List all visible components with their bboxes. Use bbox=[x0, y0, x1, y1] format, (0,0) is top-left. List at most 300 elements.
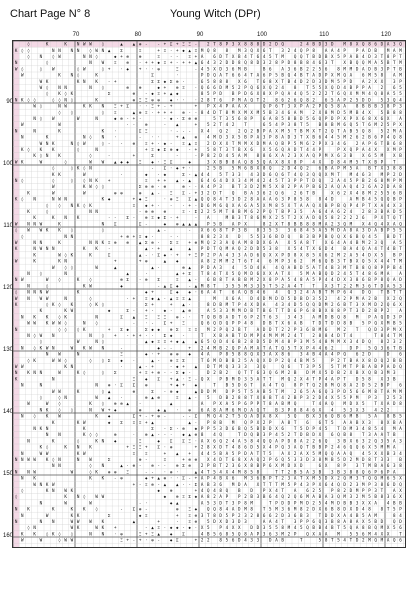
stitch-symbol: Σ bbox=[132, 506, 136, 512]
stitch-symbol: ◊ bbox=[101, 41, 105, 47]
stitch-symbol: 4 bbox=[281, 395, 284, 400]
stitch-symbol: M bbox=[331, 339, 334, 345]
stitch-symbol: Q bbox=[337, 382, 340, 388]
stitch-symbol: ⊕ bbox=[145, 184, 148, 190]
stitch-symbol: K bbox=[64, 314, 67, 320]
stitch-symbol: - bbox=[107, 140, 111, 146]
stitch-symbol: - bbox=[163, 426, 167, 431]
stitch-symbol: 8 bbox=[269, 78, 272, 84]
stitch-symbol: ◆ bbox=[151, 339, 154, 345]
stitch-symbol: X bbox=[300, 252, 303, 258]
stitch-symbol: 8 bbox=[207, 494, 210, 500]
stitch-symbol: ⊕ bbox=[145, 382, 148, 388]
stitch-symbol: A bbox=[275, 537, 278, 543]
stitch-symbol: 5 bbox=[250, 469, 253, 475]
stitch-symbol: T bbox=[269, 47, 272, 53]
stitch-symbol: 4 bbox=[281, 109, 284, 115]
stitch-symbol: B bbox=[337, 413, 340, 419]
stitch-symbol: ◊ bbox=[89, 153, 92, 159]
stitch-symbol: 8 bbox=[337, 308, 340, 314]
stitch-symbol: M bbox=[349, 171, 353, 177]
stitch-symbol: ◊ bbox=[64, 326, 67, 332]
stitch-symbol: W bbox=[89, 519, 92, 524]
stitch-symbol: ◆ bbox=[145, 376, 148, 382]
stitch-symbol: B bbox=[300, 233, 303, 239]
stitch-symbol: P bbox=[281, 122, 284, 128]
stitch-symbol: D bbox=[238, 382, 241, 388]
stitch-symbol: X bbox=[262, 271, 266, 276]
stitch-symbol: D bbox=[225, 426, 229, 431]
stitch-symbol: 8 bbox=[250, 438, 253, 444]
stitch-symbol: K bbox=[33, 153, 36, 159]
stitch-symbol: 5 bbox=[362, 401, 365, 407]
stitch-symbol: N bbox=[21, 512, 24, 518]
stitch-symbol: T bbox=[200, 357, 204, 363]
stitch-symbol: Ξ bbox=[132, 376, 136, 382]
stitch-symbol: 5 bbox=[337, 54, 340, 59]
stitch-symbol: T bbox=[362, 475, 365, 481]
stitch-symbol: 6 bbox=[318, 419, 322, 425]
stitch-symbol: K bbox=[89, 252, 92, 258]
stitch-symbol: ◆ bbox=[145, 289, 148, 295]
stitch-symbol: N bbox=[21, 314, 24, 320]
stitch-symbol: ▲ bbox=[126, 401, 129, 407]
stitch-symbol: A bbox=[275, 401, 278, 407]
stitch-symbol: B bbox=[300, 128, 303, 134]
stitch-symbol: · bbox=[126, 295, 129, 301]
stitch-symbol: 3 bbox=[393, 314, 396, 320]
stitch-symbol: ⊕ bbox=[194, 457, 198, 462]
stitch-symbol: 2 bbox=[380, 122, 384, 128]
stitch-symbol: ◆ bbox=[169, 116, 173, 121]
stitch-symbol: 6 bbox=[269, 314, 272, 320]
stitch-symbol: - bbox=[145, 364, 148, 369]
stitch-symbol: 4 bbox=[300, 246, 303, 252]
stitch-symbol: Q bbox=[374, 537, 377, 543]
stitch-symbol: A bbox=[318, 227, 322, 233]
stitch-symbol: 8 bbox=[399, 184, 402, 190]
stitch-symbol: T bbox=[275, 308, 278, 314]
stitch-symbol: 5 bbox=[331, 97, 334, 103]
stitch-symbol: B bbox=[281, 72, 284, 78]
stitch-symbol: A bbox=[324, 351, 328, 357]
stitch-symbol: T bbox=[225, 196, 229, 202]
stitch-symbol: ◆ bbox=[157, 438, 160, 444]
stitch-symbol: 3 bbox=[386, 494, 390, 500]
stitch-symbol: - bbox=[182, 178, 185, 183]
stitch-symbol: B bbox=[306, 413, 309, 419]
stitch-symbol: 5 bbox=[312, 277, 315, 283]
stitch-symbol: M bbox=[337, 326, 340, 332]
stitch-symbol: T bbox=[300, 364, 303, 369]
stitch-symbol: Q bbox=[368, 326, 371, 332]
stitch-symbol: P bbox=[380, 134, 384, 140]
stitch-symbol: T bbox=[256, 97, 260, 103]
stitch-grid-canvas bbox=[13, 41, 406, 548]
stitch-symbol: P bbox=[244, 85, 247, 90]
stitch-symbol: D bbox=[200, 388, 204, 394]
stitch-symbol: + bbox=[120, 54, 123, 59]
stitch-symbol: X bbox=[287, 159, 291, 165]
stitch-symbol: T bbox=[306, 382, 309, 388]
stitch-symbol: D bbox=[275, 41, 278, 47]
stitch-symbol: 3 bbox=[300, 326, 303, 332]
stitch-symbol: D bbox=[368, 47, 371, 53]
stitch-symbol: 4 bbox=[386, 500, 390, 506]
stitch-symbol: 5 bbox=[287, 295, 291, 301]
stitch-symbol: T bbox=[355, 326, 359, 332]
stitch-symbol: Q bbox=[293, 401, 297, 407]
stitch-symbol: 6 bbox=[269, 66, 272, 72]
stitch-symbol: · bbox=[126, 463, 129, 469]
stitch-symbol: 5 bbox=[374, 196, 377, 202]
stitch-symbol: T bbox=[349, 302, 353, 307]
stitch-symbol: T bbox=[231, 413, 235, 419]
stitch-symbol: 5 bbox=[213, 221, 216, 227]
stitch-symbol: + bbox=[145, 419, 148, 425]
stitch-symbol: D bbox=[318, 41, 322, 47]
stitch-symbol: T bbox=[399, 531, 402, 537]
stitch-symbol: T bbox=[269, 376, 272, 382]
stitch-symbol: M bbox=[275, 258, 278, 264]
stitch-symbol: 4 bbox=[337, 140, 340, 146]
stitch-symbol: 3 bbox=[262, 370, 266, 376]
stitch-symbol: B bbox=[368, 277, 371, 283]
stitch-symbol: P bbox=[386, 382, 390, 388]
stitch-symbol: 6 bbox=[293, 227, 297, 233]
stitch-symbol: B bbox=[331, 122, 334, 128]
stitch-symbol: A bbox=[269, 351, 272, 357]
stitch-symbol: B bbox=[399, 357, 402, 363]
stitch-symbol: 3 bbox=[256, 364, 260, 369]
stitch-symbol: A bbox=[386, 271, 390, 276]
stitch-symbol: - bbox=[107, 78, 111, 84]
stitch-symbol: W bbox=[89, 41, 92, 47]
stitch-symbol: Q bbox=[368, 339, 371, 345]
stitch-symbol: N bbox=[39, 240, 43, 245]
stitch-symbol: 5 bbox=[399, 227, 402, 233]
stitch-symbol: · bbox=[176, 116, 179, 121]
stitch-symbol: · bbox=[151, 134, 154, 140]
stitch-symbol: 4 bbox=[368, 233, 371, 239]
stitch-symbol: ⊕ bbox=[138, 506, 142, 512]
stitch-symbol: K bbox=[83, 246, 86, 252]
stitch-symbol: A bbox=[355, 525, 359, 531]
stitch-symbol: 2 bbox=[293, 376, 297, 382]
stitch-symbol: M bbox=[331, 382, 334, 388]
stitch-symbol: 8 bbox=[324, 339, 328, 345]
stitch-symbol: T bbox=[281, 78, 284, 84]
stitch-symbol: 8 bbox=[355, 277, 359, 283]
stitch-symbol: A bbox=[393, 72, 396, 78]
stitch-symbol: 6 bbox=[368, 153, 371, 159]
stitch-symbol: - bbox=[120, 140, 123, 146]
stitch-symbol: B bbox=[368, 525, 371, 531]
stitch-symbol: N bbox=[14, 60, 18, 66]
stitch-symbol: N bbox=[52, 488, 55, 493]
stitch-symbol: M bbox=[213, 357, 216, 363]
stitch-symbol: ▲ bbox=[194, 364, 198, 369]
stitch-symbol: ◊ bbox=[45, 209, 49, 214]
stitch-symbol: + bbox=[182, 60, 185, 66]
stitch-symbol: Q bbox=[380, 357, 384, 363]
stitch-symbol: + bbox=[126, 537, 129, 543]
stitch-symbol: 2 bbox=[380, 302, 384, 307]
stitch-symbol: Q bbox=[287, 376, 291, 382]
stitch-symbol: Q bbox=[318, 116, 322, 121]
stitch-symbol: 5 bbox=[368, 450, 371, 456]
stitch-symbol: ◆ bbox=[169, 333, 173, 338]
stitch-symbol: ◆ bbox=[176, 388, 179, 394]
stitch-symbol: M bbox=[238, 469, 241, 475]
stitch-symbol: M bbox=[368, 388, 371, 394]
stitch-symbol: P bbox=[324, 116, 328, 121]
stitch-symbol: 3 bbox=[380, 457, 384, 462]
stitch-symbol: 2 bbox=[250, 512, 253, 518]
stitch-symbol: - bbox=[163, 103, 167, 109]
stitch-symbol: + bbox=[157, 246, 160, 252]
stitch-symbol: P bbox=[374, 277, 377, 283]
stitch-symbol: - bbox=[114, 215, 117, 221]
stitch-symbol: X bbox=[306, 450, 309, 456]
stitch-symbol: ◊ bbox=[76, 140, 80, 146]
stitch-symbol: 4 bbox=[343, 271, 346, 276]
stitch-symbol: · bbox=[176, 469, 179, 475]
stitch-symbol: 8 bbox=[287, 419, 291, 425]
chart-title: Young Witch (DPr) bbox=[170, 8, 261, 20]
stitch-symbol: B bbox=[219, 370, 222, 376]
stitch-symbol: X bbox=[200, 525, 204, 531]
stitch-symbol: 3 bbox=[374, 488, 377, 493]
stitch-symbol: N bbox=[52, 333, 55, 338]
stitch-symbol: Q bbox=[250, 85, 253, 90]
stitch-symbol: A bbox=[386, 537, 390, 543]
stitch-symbol: 6 bbox=[238, 463, 241, 469]
stitch-symbol: Q bbox=[374, 221, 377, 227]
stitch-symbol: Q bbox=[238, 531, 241, 537]
stitch-symbol: 3 bbox=[337, 438, 340, 444]
stitch-symbol: ◆ bbox=[138, 512, 142, 518]
stitch-symbol: M bbox=[362, 481, 365, 487]
stitch-symbol: A bbox=[293, 488, 297, 493]
stitch-symbol: 2 bbox=[244, 196, 247, 202]
stitch-symbol: X bbox=[331, 190, 334, 196]
stitch-symbol: 8 bbox=[374, 264, 377, 270]
stitch-symbol: ◊ bbox=[101, 401, 105, 407]
stitch-symbol: A bbox=[238, 289, 241, 295]
stitch-symbol: Q bbox=[306, 302, 309, 307]
stitch-symbol: X bbox=[331, 153, 334, 159]
stitch-symbol: A bbox=[287, 264, 291, 270]
stitch-symbol: M bbox=[374, 122, 377, 128]
stitch-symbol: D bbox=[225, 60, 229, 66]
stitch-symbol: 5 bbox=[256, 444, 260, 450]
stitch-symbol: B bbox=[225, 159, 229, 165]
stitch-symbol: 8 bbox=[293, 85, 297, 90]
stitch-symbol: A bbox=[374, 60, 377, 66]
stitch-symbol: B bbox=[256, 463, 260, 469]
stitch-symbol: X bbox=[256, 165, 260, 171]
stitch-symbol: A bbox=[262, 196, 266, 202]
stitch-symbol: Ξ bbox=[120, 537, 123, 543]
stitch-symbol: ▲ bbox=[107, 47, 111, 53]
stitch-symbol: ◆ bbox=[182, 432, 185, 438]
stitch-symbol: N bbox=[64, 233, 67, 239]
stitch-symbol: N bbox=[33, 221, 36, 227]
stitch-symbol: B bbox=[343, 500, 346, 506]
stitch-symbol: · bbox=[182, 202, 185, 208]
stitch-symbol: ⊕ bbox=[176, 221, 179, 227]
stitch-symbol: A bbox=[324, 221, 328, 227]
stitch-symbol: B bbox=[386, 140, 390, 146]
stitch-symbol: A bbox=[312, 494, 315, 500]
stitch-symbol: T bbox=[281, 271, 284, 276]
stitch-symbol: 4 bbox=[293, 277, 297, 283]
stitch-symbol: K bbox=[76, 388, 80, 394]
stitch-symbol: W bbox=[58, 413, 61, 419]
stitch-symbol: M bbox=[393, 128, 396, 134]
stitch-symbol: K bbox=[70, 302, 74, 307]
stitch-symbol: 2 bbox=[380, 407, 384, 413]
stitch-symbol: 5 bbox=[306, 116, 309, 121]
stitch-symbol: 5 bbox=[368, 382, 371, 388]
stitch-symbol: K bbox=[52, 140, 55, 146]
stitch-symbol: T bbox=[306, 54, 309, 59]
stitch-symbol: A bbox=[312, 72, 315, 78]
stitch-symbol: D bbox=[213, 302, 216, 307]
stitch-symbol: 5 bbox=[287, 457, 291, 462]
stitch-symbol: T bbox=[219, 190, 222, 196]
stitch-symbol: 8 bbox=[306, 196, 309, 202]
stitch-symbol: X bbox=[399, 488, 402, 493]
stitch-symbol: 2 bbox=[225, 413, 229, 419]
stitch-symbol: Q bbox=[244, 128, 247, 134]
stitch-symbol: K bbox=[76, 215, 80, 221]
stitch-symbol: P bbox=[380, 308, 384, 314]
stitch-symbol: 4 bbox=[293, 165, 297, 171]
stitch-symbol: 6 bbox=[300, 388, 303, 394]
stitch-symbol: 2 bbox=[287, 469, 291, 475]
stitch-symbol: M bbox=[300, 500, 303, 506]
stitch-symbol: K bbox=[101, 128, 105, 134]
stitch-symbol: Ξ bbox=[157, 54, 160, 59]
stitch-symbol: D bbox=[219, 134, 222, 140]
stitch-symbol: A bbox=[244, 345, 247, 351]
stitch-symbol: 5 bbox=[225, 512, 229, 518]
stitch-symbol: 4 bbox=[362, 271, 365, 276]
stitch-symbol: M bbox=[262, 184, 266, 190]
stitch-symbol: 8 bbox=[219, 537, 222, 543]
stitch-symbol: X bbox=[225, 140, 229, 146]
stitch-symbol: D bbox=[262, 41, 266, 47]
stitch-symbol: 6 bbox=[256, 252, 260, 258]
stitch-symbol: Q bbox=[300, 444, 303, 450]
stitch-symbol: W bbox=[70, 537, 74, 543]
stitch-symbol: A bbox=[207, 215, 210, 221]
stitch-symbol: K bbox=[83, 432, 86, 438]
stitch-symbol: D bbox=[368, 66, 371, 72]
stitch-symbol: ▲ bbox=[157, 295, 160, 301]
stitch-symbol: 5 bbox=[207, 500, 210, 506]
stitch-symbol: - bbox=[157, 432, 160, 438]
stitch-symbol: Σ bbox=[169, 159, 173, 165]
stitch-symbol: 4 bbox=[225, 506, 229, 512]
stitch-symbol: B bbox=[281, 140, 284, 146]
stitch-symbol: - bbox=[163, 370, 167, 376]
stitch-symbol: P bbox=[318, 153, 322, 159]
stitch-symbol: 8 bbox=[262, 91, 266, 97]
stitch-symbol: 3 bbox=[287, 122, 291, 128]
stitch-symbol: 2 bbox=[349, 97, 353, 103]
stitch-symbol: 5 bbox=[287, 413, 291, 419]
stitch-symbol: Q bbox=[281, 91, 284, 97]
stitch-symbol: P bbox=[213, 252, 216, 258]
stitch-symbol: + bbox=[169, 320, 173, 326]
stitch-symbol: 2 bbox=[207, 165, 210, 171]
stitch-symbol: - bbox=[157, 537, 160, 543]
stitch-symbol: A bbox=[256, 326, 260, 332]
stitch-symbol: M bbox=[380, 537, 384, 543]
stitch-symbol: 5 bbox=[213, 531, 216, 537]
stitch-symbol: 6 bbox=[300, 190, 303, 196]
stitch-symbol: 8 bbox=[380, 419, 384, 425]
stitch-symbol: Ξ bbox=[182, 209, 185, 214]
stitch-symbol: ◆ bbox=[194, 426, 198, 431]
stitch-symbol: M bbox=[306, 339, 309, 345]
stitch-symbol: N bbox=[58, 103, 61, 109]
stitch-symbol: B bbox=[231, 91, 235, 97]
stitch-symbol: 6 bbox=[331, 240, 334, 245]
stitch-symbol: + bbox=[188, 60, 191, 66]
stitch-symbol: Q bbox=[244, 60, 247, 66]
stitch-symbol: X bbox=[219, 140, 222, 146]
stitch-symbol: X bbox=[287, 240, 291, 245]
stitch-symbol: - bbox=[194, 376, 198, 382]
stitch-symbol: D bbox=[287, 500, 291, 506]
stitch-symbol: 5 bbox=[269, 506, 272, 512]
stitch-symbol: 4 bbox=[207, 184, 210, 190]
stitch-symbol: 5 bbox=[287, 481, 291, 487]
stitch-symbol: Σ bbox=[182, 171, 185, 177]
stitch-symbol: A bbox=[244, 481, 247, 487]
stitch-symbol: X bbox=[275, 426, 278, 431]
stitch-symbol: N bbox=[89, 178, 92, 183]
stitch-symbol: Q bbox=[331, 85, 334, 90]
stitch-symbol: 3 bbox=[287, 178, 291, 183]
stitch-symbol: + bbox=[169, 60, 173, 66]
stitch-symbol: M bbox=[331, 289, 334, 295]
stitch-symbol: 4 bbox=[306, 351, 309, 357]
stitch-symbol: 8 bbox=[244, 41, 247, 47]
stitch-symbol: A bbox=[269, 116, 272, 121]
stitch-symbol: B bbox=[207, 481, 210, 487]
stitch-symbol: 4 bbox=[293, 72, 297, 78]
stitch-symbol: X bbox=[380, 215, 384, 221]
stitch-symbol: Q bbox=[262, 103, 266, 109]
stitch-symbol: D bbox=[244, 333, 247, 338]
stitch-symbol: Ξ bbox=[188, 506, 191, 512]
stitch-symbol: 3 bbox=[219, 426, 222, 431]
stitch-symbol: 6 bbox=[219, 202, 222, 208]
stitch-symbol: M bbox=[225, 246, 229, 252]
stitch-symbol: 8 bbox=[324, 109, 328, 115]
stitch-symbol: 3 bbox=[287, 66, 291, 72]
stitch-symbol: 2 bbox=[269, 190, 272, 196]
stitch-symbol: W bbox=[27, 457, 30, 462]
stitch-symbol: 8 bbox=[343, 320, 346, 326]
stitch-symbol: P bbox=[337, 147, 340, 152]
stitch-symbol: T bbox=[374, 165, 377, 171]
